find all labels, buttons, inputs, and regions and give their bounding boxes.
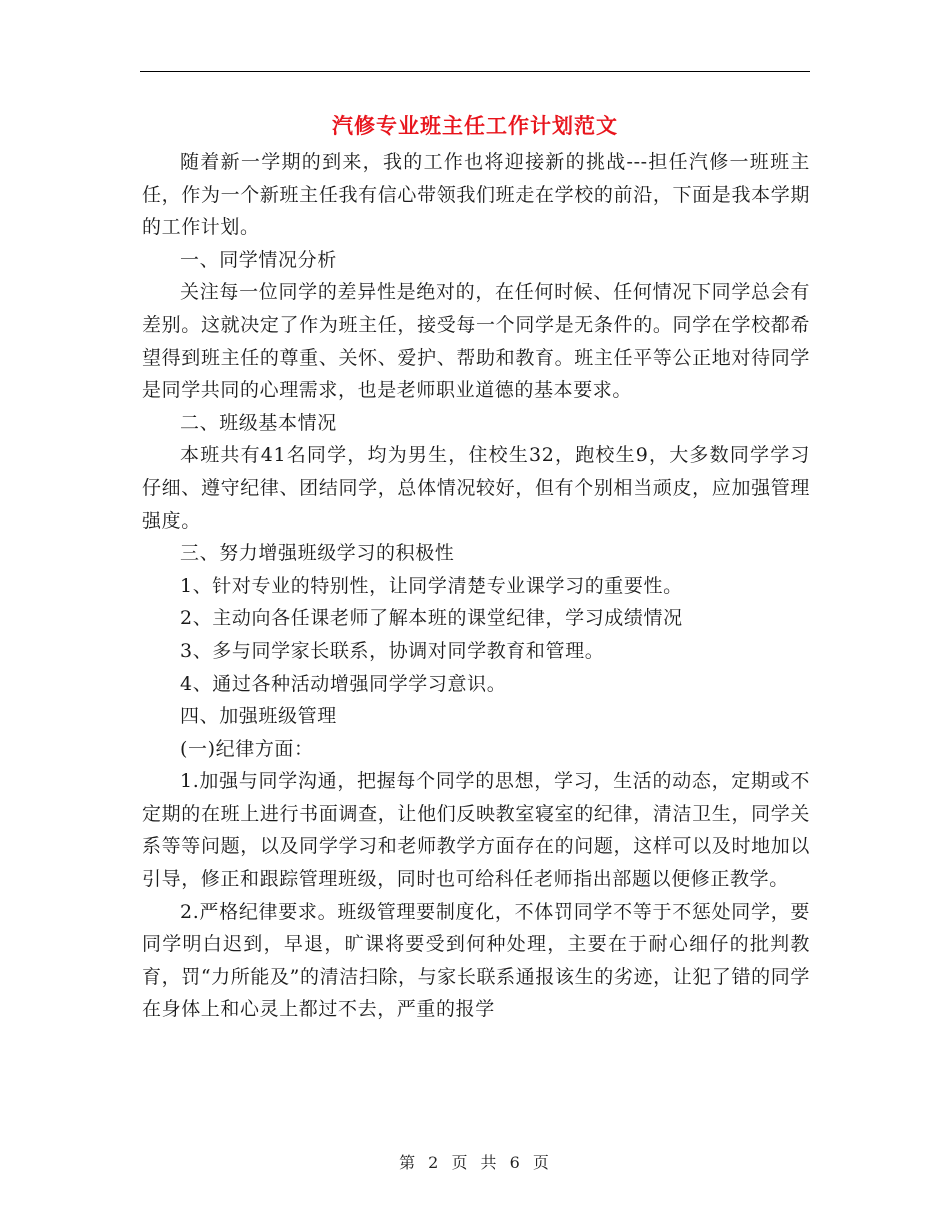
paragraph-intro: 随着新一学期的到来，我的工作也将迎接新的挑战---担任汽修一班班主任，作为一个新班主任我有信心带领我们班走在学校的前沿，下面是我本学期的工作计划。 [142,151,810,239]
list-item: 3、多与同学家长联系，协调对同学教育和管理。 [180,639,605,662]
section-heading-1: 一、同学情况分析 [180,248,337,271]
section-heading-4: 四、加强班级管理 [180,705,337,728]
list-item: 4、通过各种活动增强同学学习意识。 [180,672,507,695]
paragraph-student-analysis: 关注每一位同学的差异性是绝对的，在任何时候、任何情况下同学总会有差别。这就决定了作为班主任，接受每一个同学是无条件的。同学在学校都希望得到班主任的尊重、关怀、爱护、帮助和教育。班主任平等公正地对待同学是同学共同的心理需求，也是老师职业道德的基本要求。 [142,281,810,402]
paragraph-discipline-2: 2.严格纪律要求。班级管理要制度化，不体罚同学不等于不惩处同学，要同学明白迟到，早退，旷课将要受到何种处理，主要在于耐心细仔的批判教育，罚“力所能及”的清洁扫除，与家长联系通报该生的劣迹，让犯了错的同学在身体上和心灵上都过不去，严重的报学 [142,900,810,1021]
section-heading-2: 二、班级基本情况 [180,411,337,434]
paragraph-class-overview: 本班共有41名同学，均为男生，住校生32，跑校生9，大多数同学学习仔细、遵守纪律、团结同学，总体情况较好，但有个别相当顽皮，应加强管理强度。 [142,444,810,532]
list-item: 2、主动向各任课老师了解本班的课堂纪律，学习成绩情况 [180,607,683,630]
page-number: 第 2 页 共 6 页 [399,1153,551,1172]
document-body [142,146,810,1026]
paragraph-discipline-1: 1.加强与同学沟通，把握每个同学的思想，学习，生活的动态，定期或不定期的在班上进行书面调查，让他们反映教室寝室的纪律，清洁卫生，同学关系等等问题，以及同学学习和老师教学方面存在的问题，这样可以及时地加以引导，修正和跟踪管理班级，同时也可给科任老师指出部题以便修正教学。 [142,770,810,891]
list-item: 1、针对专业的特别性，让同学清楚专业课学习的重要性。 [180,574,683,597]
section-heading-3: 三、努力增强班级学习的积极性 [180,542,455,565]
header-rule [140,71,810,72]
subsection-heading: (一)纪律方面： [180,737,314,760]
document-title: 汽修专业班主任工作计划范文 [332,113,618,138]
